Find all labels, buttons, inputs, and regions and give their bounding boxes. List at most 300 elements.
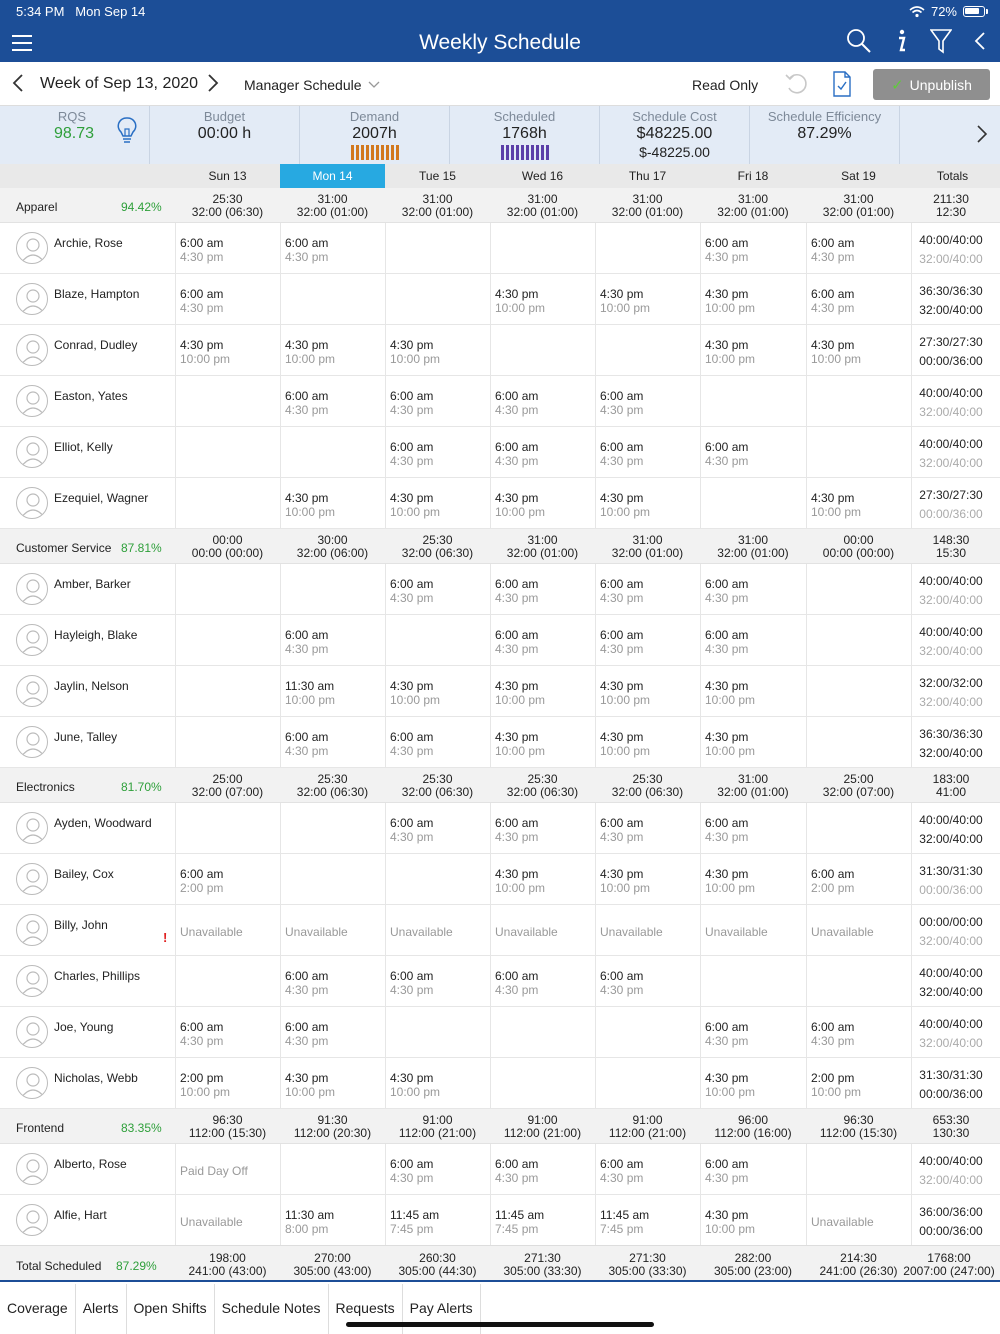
avatar[interactable] [16, 283, 48, 315]
warning-icon[interactable]: ! [163, 930, 168, 945]
shift-cell[interactable] [595, 1144, 700, 1195]
shift-cell[interactable] [595, 1195, 700, 1246]
shift-cell[interactable] [490, 717, 595, 768]
avatar[interactable] [16, 573, 48, 605]
status-time [16, 4, 145, 19]
tab-schedule-notes[interactable]: Schedule Notes [215, 1284, 329, 1334]
shift-cell[interactable] [280, 274, 385, 325]
shift-cell[interactable] [700, 427, 806, 478]
shift-cell[interactable] [280, 1144, 385, 1195]
employee-total-scheduled: 40:00/40:00 [919, 233, 983, 247]
shift-cell[interactable] [490, 564, 595, 615]
person-icon [17, 574, 48, 605]
summary-cell [490, 193, 595, 219]
employee-total-scheduled: 00:00/00:00 [919, 915, 983, 929]
summary-scheduled: 282:00 [734, 1251, 772, 1265]
group-name: Customer Service [16, 541, 112, 555]
shift-start: 4:30 pm [600, 730, 644, 744]
shift-cell[interactable] [806, 803, 911, 854]
avatar[interactable] [16, 675, 48, 707]
shift-cell[interactable] [806, 427, 911, 478]
shift-start: 4:30 pm [495, 730, 539, 744]
shift-cell[interactable] [280, 905, 385, 956]
employee-name[interactable]: Jaylin, Nelson [54, 679, 129, 693]
day-header-3[interactable]: Wed 16 [521, 169, 564, 183]
kpi-rqs-value: 98.73 [53, 125, 95, 142]
shift-cell[interactable] [280, 615, 385, 666]
day-header-4[interactable]: Thu 17 [628, 169, 667, 183]
employee-name[interactable]: June, Talley [54, 730, 118, 744]
summary-demand: 41:00 [935, 785, 967, 799]
shift-cell[interactable] [595, 478, 700, 529]
shift-cell[interactable] [385, 478, 490, 529]
read-only-label: Read Only [692, 77, 759, 93]
summary-cell [490, 773, 595, 799]
employee-total-scheduled: 40:00/40:00 [919, 625, 983, 639]
shift-cell[interactable] [280, 1007, 385, 1058]
employee-name[interactable]: Ayden, Woodward [54, 816, 152, 830]
shift-cell[interactable] [595, 274, 700, 325]
summary-cell [595, 1252, 700, 1278]
summary-scheduled: 96:00 [737, 1113, 769, 1127]
shift-end: 4:30 pm [390, 454, 434, 468]
summary-scheduled: 31:00 [527, 533, 558, 547]
shift-cell[interactable] [280, 1058, 385, 1109]
shift-cell[interactable] [595, 427, 700, 478]
shift-end: 4:30 pm [600, 1171, 644, 1185]
tab-open-shifts[interactable]: Open Shifts [127, 1284, 215, 1334]
shift-cell[interactable] [700, 478, 806, 529]
shift-cell[interactable] [700, 1195, 806, 1246]
employee-name[interactable]: Ezequiel, Wagner [54, 491, 149, 505]
shift-cell[interactable] [175, 564, 280, 615]
employee-name[interactable]: Elliot, Kelly [54, 440, 113, 454]
summary-cell [806, 773, 911, 799]
shift-start: 6:00 am [495, 628, 539, 642]
shift-cell[interactable] [175, 274, 280, 325]
employee-name[interactable]: Archie, Rose [54, 236, 123, 250]
shift-cell[interactable] [175, 325, 280, 376]
shift-cell[interactable] [175, 1144, 280, 1195]
shift-cell[interactable] [175, 803, 280, 854]
kpi-cost[interactable] [600, 106, 750, 164]
shift-cell[interactable] [175, 1058, 280, 1109]
shift-cell[interactable] [700, 274, 806, 325]
day-header-6[interactable]: Sat 19 [841, 169, 876, 183]
status-right [909, 4, 988, 19]
shift-cell[interactable] [806, 666, 911, 717]
shift-end: 4:30 pm [390, 983, 434, 997]
employee-name[interactable]: Billy, John [54, 918, 108, 932]
shift-cell[interactable] [806, 1195, 911, 1246]
shift-cell[interactable] [595, 854, 700, 905]
shift-cell[interactable] [385, 905, 490, 956]
shift-cell[interactable] [175, 478, 280, 529]
shift-end: 10:00 pm [600, 744, 651, 758]
summary-scheduled: 25:30 [632, 772, 663, 786]
shift-start: 6:00 am [495, 440, 539, 454]
shift-cell[interactable] [595, 325, 700, 376]
avatar[interactable] [16, 965, 48, 997]
avatar[interactable] [16, 385, 48, 417]
group-row[interactable] [0, 768, 1000, 803]
employee-name[interactable]: Amber, Barker [54, 577, 131, 591]
shift-cell[interactable] [595, 564, 700, 615]
prev-week-icon[interactable] [12, 73, 24, 93]
employee-name[interactable]: Joe, Young [54, 1020, 114, 1034]
tab-requests[interactable]: Requests [329, 1284, 403, 1334]
shift-start: 6:00 am [705, 577, 749, 591]
employee-name[interactable]: Nicholas, Webb [54, 1071, 138, 1085]
shift-cell[interactable] [595, 717, 700, 768]
shift-cell[interactable] [700, 615, 806, 666]
summary-scheduled: 148:30 [932, 533, 970, 547]
shift-cell[interactable] [280, 564, 385, 615]
shift-cell[interactable] [700, 854, 806, 905]
summary-cell [911, 534, 991, 560]
shift-cell[interactable] [806, 478, 911, 529]
shift-cell[interactable] [385, 564, 490, 615]
avatar[interactable] [16, 1153, 48, 1185]
summary-scheduled: 31:00 [632, 533, 663, 547]
status-date: Mon Sep 14 [75, 4, 146, 19]
shift-cell[interactable] [595, 803, 700, 854]
shift-cell[interactable] [806, 854, 911, 905]
day-header-1[interactable]: Mon 14 [280, 164, 385, 188]
avatar[interactable] [16, 726, 48, 758]
search-icon[interactable] [846, 28, 872, 54]
shift-cell[interactable] [700, 1058, 806, 1109]
day-header-5[interactable]: Fri 18 [737, 169, 769, 183]
shift-cell[interactable] [490, 1058, 595, 1109]
day-header-0[interactable]: Sun 13 [208, 169, 247, 183]
shift-cell[interactable] [385, 376, 490, 427]
shift-cell[interactable] [385, 666, 490, 717]
shift-start: 6:00 am [495, 816, 539, 830]
shift-end: 7:45 pm [600, 1222, 644, 1236]
shift-cell[interactable] [280, 1195, 385, 1246]
kpi-budget[interactable] [150, 106, 300, 164]
avatar[interactable] [16, 863, 48, 895]
shift-cell[interactable] [490, 325, 595, 376]
kpi-bar [0, 106, 1000, 164]
shift-cell[interactable] [175, 854, 280, 905]
avatar[interactable] [16, 1016, 48, 1048]
shift-start: 6:00 am [811, 867, 855, 881]
shift-cell[interactable] [175, 1007, 280, 1058]
avatar[interactable] [16, 624, 48, 656]
shift-end: 4:30 pm [390, 591, 434, 605]
shift-cell[interactable] [175, 717, 280, 768]
avatar[interactable] [16, 812, 48, 844]
shift-start: 11:45 am [495, 1208, 545, 1222]
shift-cell[interactable] [490, 666, 595, 717]
shift-cell[interactable] [280, 717, 385, 768]
shift-start: 6:00 am [600, 628, 644, 642]
shift-cell[interactable] [595, 1007, 700, 1058]
shift-end: 4:30 pm [390, 744, 434, 758]
shift-cell[interactable] [385, 427, 490, 478]
top-bar [0, 0, 1000, 62]
shift-cell[interactable] [806, 223, 911, 274]
summary-demand: 32:00 (06:30) [401, 546, 474, 560]
shift-cell[interactable] [806, 1007, 911, 1058]
shift-end: 4:30 pm [600, 591, 644, 605]
back-icon[interactable] [974, 31, 986, 51]
wifi-icon [909, 6, 925, 18]
shift-end: 10:00 pm [811, 505, 862, 519]
shift-cell[interactable] [595, 615, 700, 666]
shift-cell[interactable] [806, 905, 911, 956]
employee-row [0, 905, 1000, 956]
shift-cell[interactable] [700, 325, 806, 376]
shift-cell[interactable] [490, 803, 595, 854]
shift-cell[interactable] [175, 223, 280, 274]
unpublish-button[interactable] [873, 69, 990, 100]
shift-cell[interactable] [385, 854, 490, 905]
avatar[interactable] [16, 1067, 48, 1099]
shift-cell[interactable] [806, 564, 911, 615]
summary-cell [911, 1114, 991, 1140]
shift-cell[interactable] [806, 1058, 911, 1109]
shift-cell[interactable] [280, 803, 385, 854]
week-label: Week of Sep 13, 2020 [40, 75, 199, 92]
filter-icon[interactable] [930, 28, 952, 54]
tab-coverage[interactable]: Coverage [0, 1284, 76, 1334]
shift-cell[interactable] [490, 1195, 595, 1246]
summary-cell [175, 193, 280, 219]
demand-bars-icon [300, 145, 449, 160]
person-icon [17, 1068, 48, 1099]
shift-cell[interactable] [175, 376, 280, 427]
shift-end: 10:00 pm [705, 1222, 756, 1236]
shift-cell[interactable] [175, 615, 280, 666]
tab-alerts[interactable]: Alerts [76, 1284, 127, 1334]
shift-cell[interactable] [806, 717, 911, 768]
shift-cell[interactable] [700, 564, 806, 615]
shift-cell[interactable] [385, 325, 490, 376]
employee-row [0, 1058, 1000, 1109]
shift-cell[interactable] [595, 666, 700, 717]
unavailable-label: Unavailable [285, 925, 348, 939]
summary-cell [700, 193, 806, 219]
employee-total-scheduled: 40:00/40:00 [919, 1017, 983, 1031]
shift-end: 4:30 pm [811, 301, 855, 315]
shift-end: 4:30 pm [495, 983, 539, 997]
totals-cell [911, 274, 1000, 325]
shift-end: 2:00 pm [180, 881, 224, 895]
avatar[interactable] [16, 1204, 48, 1236]
shift-cell[interactable] [280, 223, 385, 274]
shift-cell[interactable] [280, 478, 385, 529]
summary-scheduled: 270:00 [314, 1251, 351, 1265]
summary-cell [911, 773, 991, 799]
shift-cell[interactable] [385, 274, 490, 325]
schedule-select[interactable] [244, 77, 380, 93]
shift-cell[interactable] [385, 1058, 490, 1109]
day-header [0, 164, 1000, 188]
shift-cell[interactable] [280, 666, 385, 717]
kpi-scheduled[interactable] [450, 106, 600, 164]
avatar[interactable] [16, 914, 48, 946]
employee-total-availability: 32:00/40:00 [919, 695, 983, 709]
shift-cell[interactable] [595, 1058, 700, 1109]
employee-row [0, 717, 1000, 768]
shift-cell[interactable] [490, 615, 595, 666]
shift-cell[interactable] [806, 1144, 911, 1195]
shift-cell[interactable] [595, 956, 700, 1007]
employee-name[interactable]: Alfie, Hart [54, 1208, 107, 1222]
avatar[interactable] [16, 334, 48, 366]
shift-cell[interactable] [700, 376, 806, 427]
person-icon [17, 335, 48, 366]
group-row[interactable] [0, 1109, 1000, 1144]
shift-cell[interactable] [490, 956, 595, 1007]
employee-name[interactable]: Charles, Phillips [54, 969, 141, 983]
shift-cell[interactable] [175, 666, 280, 717]
shift-start: 6:00 am [811, 287, 855, 301]
shift-cell[interactable] [700, 1007, 806, 1058]
battery-level: 72% [930, 4, 957, 19]
tab-pay-alerts[interactable]: Pay Alerts [403, 1284, 481, 1334]
shift-cell[interactable] [806, 615, 911, 666]
shift-cell[interactable] [490, 478, 595, 529]
shift-start: 6:00 am [180, 236, 224, 250]
shift-cell[interactable] [280, 427, 385, 478]
shift-cell[interactable] [806, 956, 911, 1007]
employee-name[interactable]: Blaze, Hampton [54, 287, 140, 301]
shift-cell[interactable] [175, 427, 280, 478]
summary-scheduled: 31:00 [737, 533, 769, 547]
shift-end: 10:00 pm [285, 693, 336, 707]
kpi-efficiency[interactable] [750, 106, 900, 164]
shift-cell[interactable] [595, 376, 700, 427]
summary-scheduled: 271:30 [524, 1251, 561, 1265]
next-week-icon[interactable] [207, 73, 219, 93]
shift-start: 6:00 am [285, 730, 329, 744]
shift-end: 4:30 pm [705, 1034, 749, 1048]
shift-cell[interactable] [700, 803, 806, 854]
employee-row [0, 274, 1000, 325]
kpi-demand-value: 2007h [352, 125, 397, 142]
shift-cell[interactable] [490, 427, 595, 478]
group-row[interactable] [0, 529, 1000, 564]
shift-cell[interactable] [490, 274, 595, 325]
shift-end: 4:30 pm [390, 830, 434, 844]
shift-cell[interactable] [280, 376, 385, 427]
shift-cell[interactable] [385, 956, 490, 1007]
shift-end: 10:00 pm [495, 505, 546, 519]
shift-cell[interactable] [385, 803, 490, 854]
shift-start: 4:30 pm [180, 338, 224, 352]
shift-cell[interactable] [700, 956, 806, 1007]
shift-cell[interactable] [385, 223, 490, 274]
shift-cell[interactable] [280, 956, 385, 1007]
employee-name[interactable]: Conrad, Dudley [54, 338, 138, 352]
summary-scheduled: 183:00 [932, 772, 970, 786]
battery-tip [986, 9, 988, 14]
shift-cell[interactable] [490, 1144, 595, 1195]
shift-cell[interactable] [806, 376, 911, 427]
shift-cell[interactable] [490, 223, 595, 274]
shift-cell[interactable] [490, 905, 595, 956]
kpi-cost-value: $48225.00 [636, 125, 713, 142]
shift-cell[interactable] [490, 854, 595, 905]
shift-end: 4:30 pm [600, 642, 644, 656]
employee-total-availability: 00:00/36:00 [919, 1224, 983, 1238]
shift-cell[interactable] [700, 223, 806, 274]
summary-scheduled: 31:00 [737, 192, 769, 206]
shift-cell[interactable] [385, 717, 490, 768]
shift-end: 4:30 pm [705, 1171, 749, 1185]
shift-end: 10:00 pm [705, 1085, 756, 1099]
summary-demand: 32:00 (01:00) [717, 546, 789, 560]
shift-cell[interactable] [385, 1144, 490, 1195]
shift-cell[interactable] [490, 1007, 595, 1058]
shift-end: 4:30 pm [705, 250, 749, 264]
shift-cell[interactable] [806, 274, 911, 325]
summary-cell [175, 1252, 280, 1278]
shift-cell[interactable] [175, 956, 280, 1007]
summary-scheduled: 00:00 [212, 533, 243, 547]
shift-end: 4:30 pm [285, 983, 329, 997]
employee-name[interactable]: Easton, Yates [54, 389, 128, 403]
totals-cell [911, 478, 1000, 529]
shift-cell[interactable] [175, 905, 280, 956]
shift-cell[interactable] [700, 717, 806, 768]
employee-name[interactable]: Hayleigh, Blake [54, 628, 138, 642]
employee-name[interactable]: Alberto, Rose [54, 1157, 127, 1171]
shift-start: 4:30 pm [495, 867, 539, 881]
unavailable-label: Unavailable [705, 925, 768, 939]
avatar[interactable] [16, 232, 48, 264]
undo-icon[interactable] [784, 72, 810, 96]
shift-cell[interactable] [280, 325, 385, 376]
shift-cell[interactable] [700, 1144, 806, 1195]
kpi-rqs[interactable] [0, 106, 150, 164]
shift-start: 4:30 pm [495, 679, 539, 693]
shift-cell[interactable] [700, 905, 806, 956]
employee-total-availability: 32:00/40:00 [919, 746, 983, 760]
shift-end: 10:00 pm [495, 301, 546, 315]
info-icon[interactable] [894, 28, 908, 54]
kpi-cost-label: Schedule Cost [632, 109, 717, 124]
shift-cell[interactable] [385, 1195, 490, 1246]
shift-cell[interactable] [175, 1195, 280, 1246]
shift-cell[interactable] [700, 666, 806, 717]
kpi-demand[interactable] [300, 106, 450, 164]
shift-cell[interactable] [280, 854, 385, 905]
group-row[interactable] [0, 188, 1000, 223]
avatar[interactable] [16, 487, 48, 519]
summary-scheduled: 25:00 [212, 772, 243, 786]
person-icon [17, 284, 48, 315]
shift-cell[interactable] [490, 376, 595, 427]
chevron-right-icon[interactable] [976, 124, 988, 144]
shift-cell[interactable] [385, 1007, 490, 1058]
employee-name[interactable]: Bailey, Cox [54, 867, 114, 881]
avatar[interactable] [16, 436, 48, 468]
employee-total-scheduled: 36:30/36:30 [919, 284, 983, 298]
shift-cell[interactable] [385, 615, 490, 666]
shift-cell[interactable] [595, 905, 700, 956]
person-icon [17, 813, 48, 844]
unavailable-label: Unavailable [180, 925, 243, 939]
document-icon[interactable] [832, 71, 852, 97]
shift-cell[interactable] [595, 223, 700, 274]
shift-cell[interactable] [806, 325, 911, 376]
day-header-2[interactable]: Tue 15 [419, 169, 456, 183]
